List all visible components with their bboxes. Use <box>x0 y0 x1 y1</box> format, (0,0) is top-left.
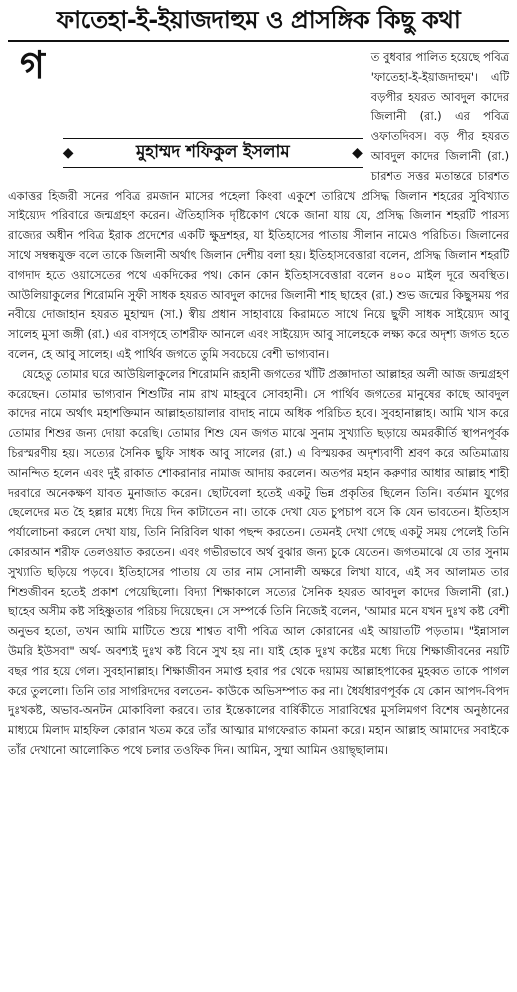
drop-cap: গ <box>20 43 45 87</box>
byline-box <box>63 138 363 168</box>
byline: মুহাম্মদ শফিকুল ইসলাম <box>135 142 290 163</box>
paragraph-1: যেহেতু তোমার ঘরে আউয়িলাকুলের শিরোমনি রূহানী জগতের খাঁটি প্রজ্ঞাদাতা আল্লাহর অলী আজ জন্মগ্রহণ করেছেন। তোমার ভাগ্যবান শিশুটির নাম রাখ মাহবুবে সোবহানী। সে পার্থিব জগতের মানুষের কাছে আবদুল কাদের নামে অর্থাৎ মহাশক্তিমান আল্লাহতায়ালার বাদাহ নামে অধিক পরিচিত হবে। সুবহানাল্লাহ। আমি খাস করে তোমার শিশুর জন্য দোয়া করেছি। তোমার শিশু যেন জগত মাঝে সুনাম সুখ্যাতি ছড়ায়ে অমরকীর্তি স্থাপনপূর্বক চিরস্মরণীয় হয়। সত্যের সৈনিক ছুফি সাধক আবু সালের (রা.) এ বিস্ময়কর অদৃশ্যবাণী শ্রবণ করে অতিমাত্রায় আনন্দিত হলেন এবং দুই রাকাত শোকরানার নামাজ আদায় করলেন। অতপর মহান করুণার আধার আল্লাহ শাহী দরবারে অনেকক্ষণ যাবত মুনাজাত করেন। ছোটবেলা হতেই একটু ভিন্ন প্রকৃতির ছিলেন তিনি। বর্তমান যুগের ছেলেদের মত হৈ হল্লার মধ্যে দিয়ে দিন কাটাতেন না। তাকে দেখা যেত চুপচাপ বসে কি যেন ভাবতেন। ইতিহাস পর্যালোচনা করলে দেখা যায়, তিনি নিরিবিল থাকা পছন্দ করতেন। তেমনই দেখা গেছে একটু সময় পেলেই তিনি কোরআন শরীফ তেলওয়াত করতেন। এবং গভীরভাবে অর্থ বুঝার জন্য চুকে যেতেন। জগতমাঝে যে তার সুনাম সুখ্যাতি ছড়িয়ে পড়বে। ইতিহাসের পাতায় যে তার নাম সোনালী অক্ষরে লিখা যাবে, এই সব আলামত তার শিশুজীবন হতেই প্রকাশ পেয়েছিলো। বিদ্যা শিক্ষাকালে সত্যের সৈনিক হযরত আবদুল কাদের জিলানী (রা.) ছাহেব অসীম কষ্ট সহিষ্ণুতার পরিচয় দিয়েছেন। সে সম্পর্কে তিনি নিজেই বলেন, 'আমার মনে যখন দুঃখ কষ্ট বেশী অনুভব হতো, তখন আমি মাটিতে শুয়ে শাশ্বত বাণী পবিত্র আল কোরানের এই আয়াতটি পড়তাম। "ইন্নাসাল উমরি ইউসবা" অর্থ- অবশ্যই দুঃখ কষ্ট বিনে সুখ হয় না। যাই হোক দুঃখ কষ্টের মধ্যে দিয়ে শিক্ষাজীবনের নয়টি বছর পার হয়ে গেল। সুবহানাল্লাহ। শিক্ষাজীবন সমাপ্ত হবার পর থেকে দয়াময় আল্লাহপাকের মুহব্বত তাকে পাগল করে তুললো। তিনি তার সাগরিদদের বলতেন- কাউকে অভিসম্পাত কর না। ধৈর্যধারণপূর্বক যে কোন আপদ-বিপদ দুঃখকষ্ট, অভাব-অনটন মোকাবিলা করবে। তার ইন্তেকালের বার্ষিকীতে সারাবিশ্বের মুসলিমগণ বিশেষ অনুষ্ঠানের মাধ্যমে মিলাদ মাহফিল কোরান খতম করে তাঁর আত্মার মাগফেরাত কামনা করে। মহান আল্লাহ আমাদের সবাইকে তাঁর দেখানো আলোকিত পথে চলার তওফিক দিন। আমিন, সুম্মা আমিন ওয়াছ্‌ছালাম। <box>8 366 509 757</box>
headline-rule <box>8 40 509 42</box>
headline: ফাতেহা-ই-ইয়াজদাহুম ও প্রাসঙ্গিক কিছু কথা <box>56 6 461 34</box>
diamond-right-icon: ◆ <box>352 145 363 161</box>
diamond-left-icon: ◆ <box>62 145 74 161</box>
lead-paragraph: ত বুধবার পালিত হয়েছে পবিত্র 'ফাতেহা-ই-ইয়াজদাহুম'। এটি বড়পীর হযরত আবদুল কাদের জিলানী (রা.) এর পবিত্র ওফাতদিবস। বড় পীর হযরত আবদুল কাদের জিলানী (রা.) চারশত সত্তর মতান্তরে চারশত একাত্তর হিজরী সনের পবিত্র রমজান মাসের পহেলা কিংবা একুশে তারিখে প্রসিদ্ধ জিলান শহরের সুবিখ্যাত সাইয়্যেদ পরিবারে জন্মগ্রহণ করেন। ঐতিহাসিক দৃষ্টিকোণ থেকে জানা যায় যে, প্রসিদ্ধ জিলান শহরটি পারস্য রাজ্যের অধীন পবিত্র ইরাক প্রদেশের একটি ক্ষুদ্রশহর, যা ইতিহাসের পাতায় সীলান নামেও পরিচিত। জিলানের সাথে সম্বন্ধযুক্ত বলে তাকে জিলানী অর্থাৎ জিলান দেশীয় বলা হয়। ইতিহাসবেত্তারা বলেন, প্রসিদ্ধ জিলান শহরটি বাগদাদ হতে ওয়াসেতের পথে একদিকের পথ। কোন কোন ইতিহাসবেত্তারা বলেন ৪০০ মাইল দূরে অবস্থিত। আউলিয়াকুলের শিরোমনি সুফী সাধক হযরত আবদুল কাদের জিলানী শাহ ছাহেব (রা.) শুভ জন্মের কিছুসময় পর নবীয়ে দোজাহান হযরত মুহাম্মদ (সা.) স্বীয় প্রধান সাহাবায়ে কিরামতে সাথে নিয়ে ছুফী সাধক সাইয়্যেদ আবু সালেহ মুসা জঙ্গী (রা.) এর বাসগৃহে তাশরীফ আনলে এবং সাইয়্যেদ আবু সালেহকে লক্ষ্য করে অদৃশ্য জগত হতে বলেন, হে আবু সালেহ। এই পার্থিব জগতে তুমি সবচেয়ে বেশী ভাগ্যবান। <box>8 50 509 361</box>
article-body <box>8 43 509 761</box>
